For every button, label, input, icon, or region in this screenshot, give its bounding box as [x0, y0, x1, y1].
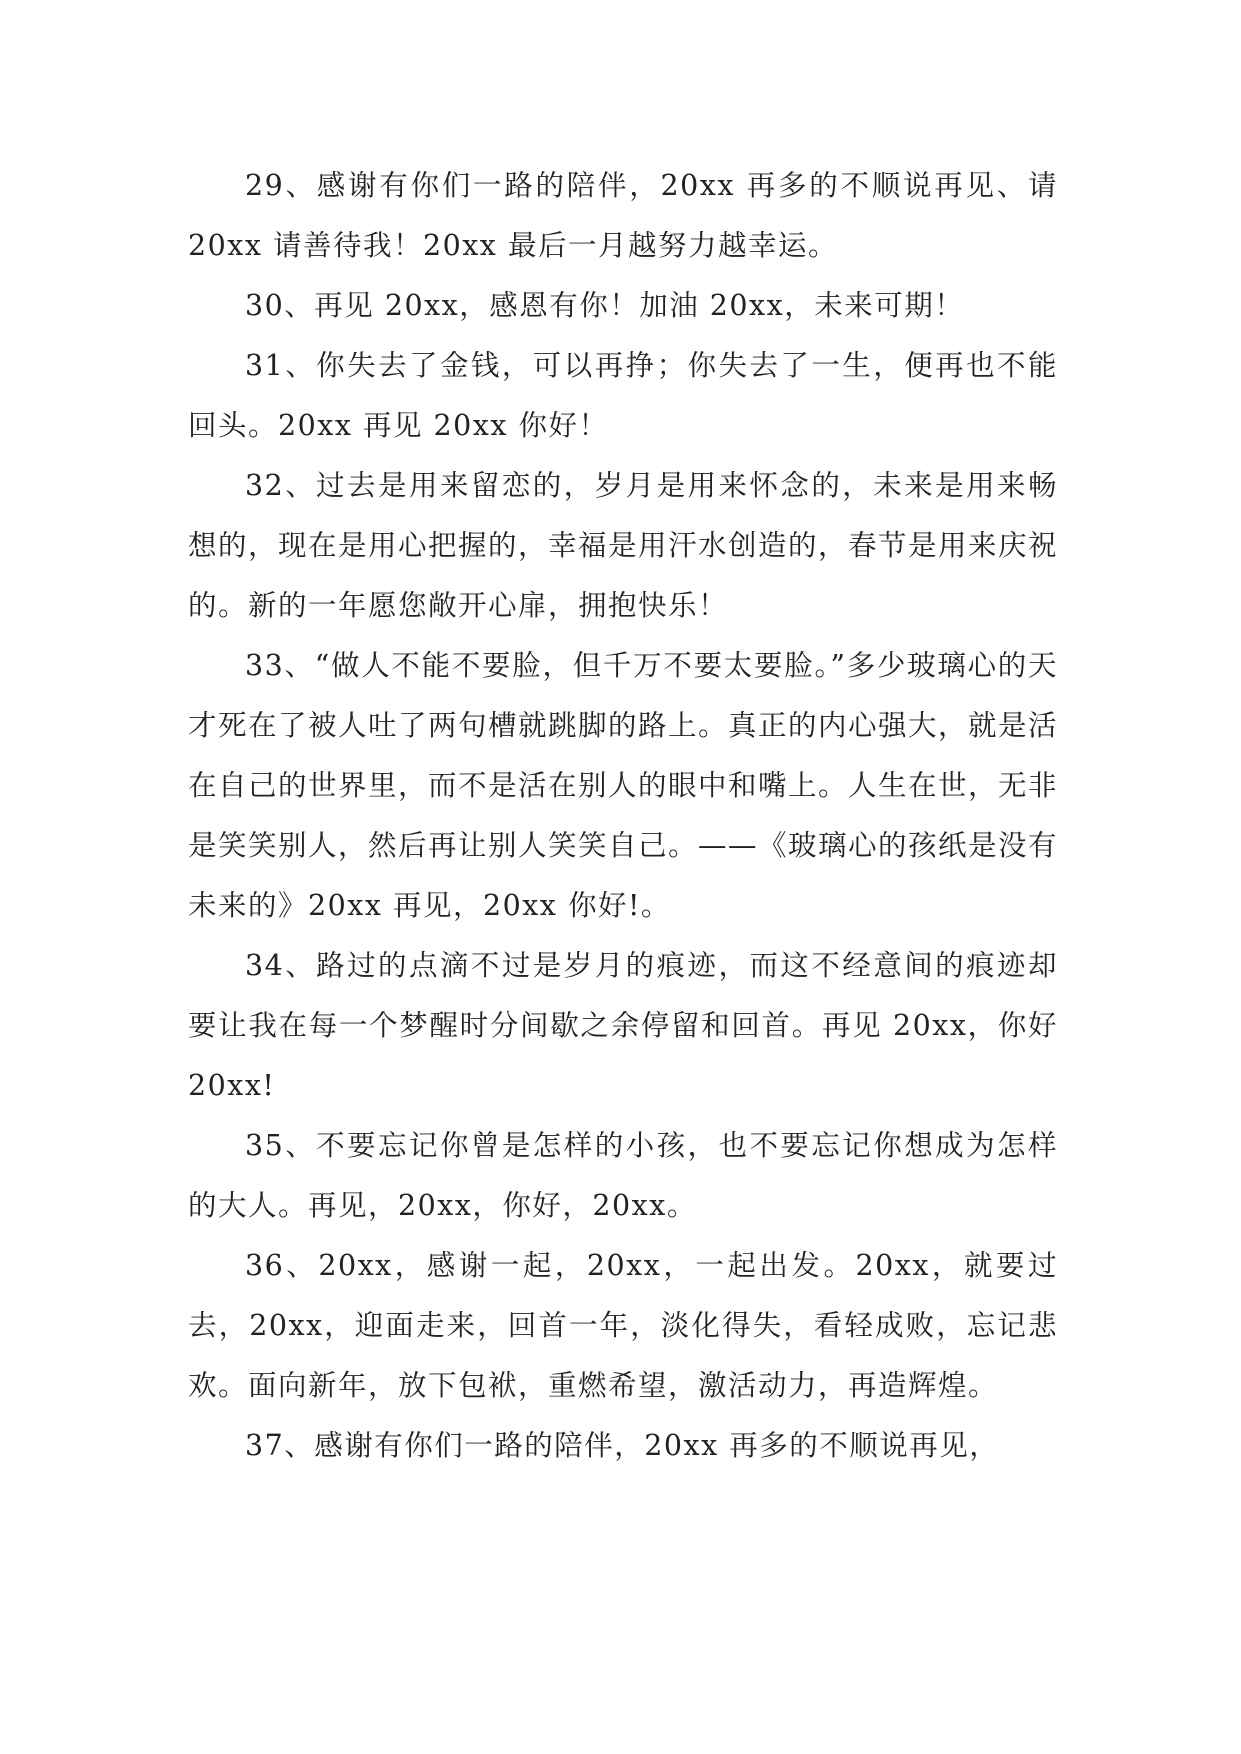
- paragraph-32: 32、过去是用来留恋的，岁月是用来怀念的，未来是用来畅想的，现在是用心把握的，幸福是用汗水创造的，春节是用来庆祝的。新的一年愿您敞开心扉，拥抱快乐！: [188, 469, 1059, 622]
- paragraph-35: 35、不要忘记你曾是怎样的小孩，也不要忘记你想成为怎样的大人。再见，20xx，你好，20xx。: [188, 1129, 1058, 1222]
- document-body: [188, 156, 1058, 1476]
- paragraph-33: 33、“做人不能不要脸，但千万不要太要脸。”多少玻璃心的天才死在了被人吐了两句槽就跳脚的路上。真正的内心强大，就是活在自己的世界里，而不是活在别人的眼中和嘴上。人生在世，无非是笑笑别人，然后再让别人笑笑自己。——《玻璃心的孩纸是没有未来的》20xx 再见，20xx 你好!。: [188, 649, 1059, 922]
- paragraph-30: 30、再见 20xx，感恩有你！加油 20xx，未来可期！: [245, 289, 965, 322]
- paragraph-29: 29、感谢有你们一路的陪伴，20xx 再多的不顺说再见、请 20xx 请善待我！20xx 最后一月越努力越幸运。: [188, 169, 1058, 262]
- paragraph-31: 31、你失去了金钱，可以再挣；你失去了一生，便再也不能回头。20xx 再见 20xx 你好！: [188, 349, 1058, 442]
- paragraph-34: 34、路过的点滴不过是岁月的痕迹，而这不经意间的痕迹却要让我在每一个梦醒时分间歇之余停留和回首。再见 20xx，你好 20xx!: [188, 949, 1058, 1102]
- paragraph-37: 37、感谢有你们一路的陪伴，20xx 再多的不顺说再见，: [245, 1429, 1000, 1462]
- paragraph-36: 36、20xx，感谢一起，20xx，一起出发。20xx，就要过去，20xx，迎面走来，回首一年，淡化得失，看轻成败，忘记悲欢。面向新年，放下包袱，重燃希望，激活动力，再造辉煌。: [188, 1249, 1058, 1402]
